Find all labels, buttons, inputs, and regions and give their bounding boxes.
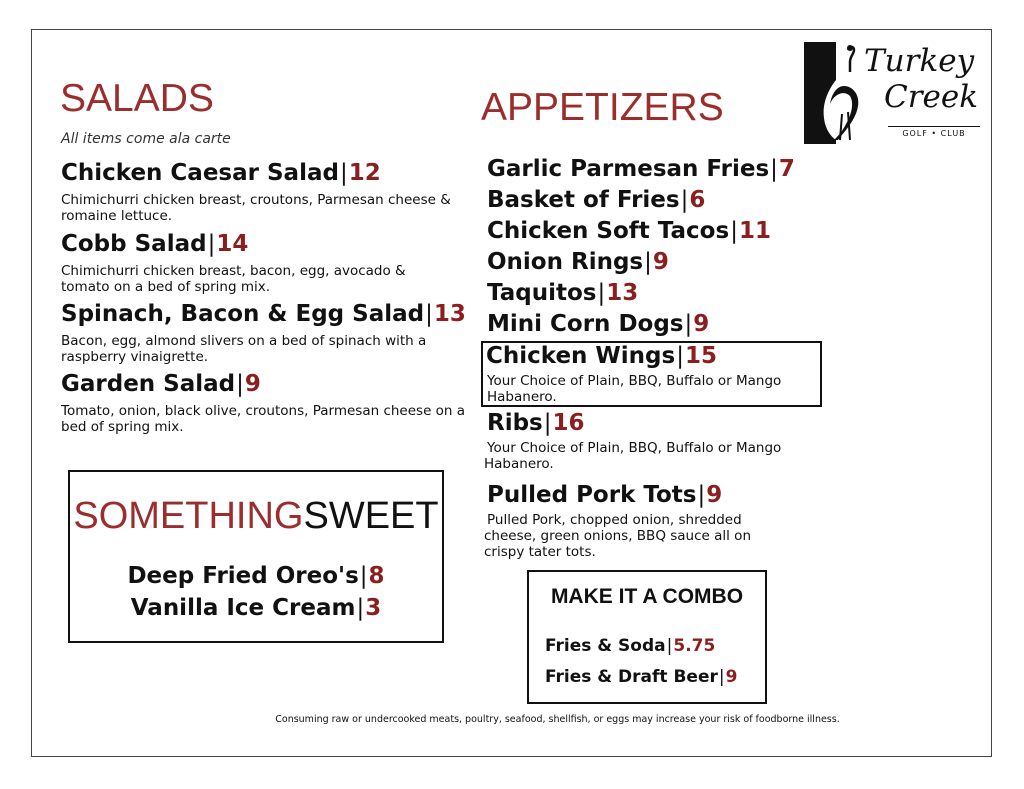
appetizer-name: Chicken Soft Tacos	[487, 218, 730, 244]
sweet-price: 3	[365, 595, 382, 621]
salad-desc-1: Chimichurri chicken breast, croutons, Parmesan cheese & romaine lettuce.	[61, 192, 451, 224]
sweet-price: 8	[368, 563, 385, 589]
sweet-name: Vanilla Ice Cream	[130, 595, 356, 621]
appetizer-title-5	[487, 279, 638, 307]
sweet-item-2	[70, 594, 442, 622]
price-separator: |	[356, 595, 365, 621]
price-separator: |	[339, 160, 348, 186]
salad-name: Chicken Caesar Salad	[61, 160, 339, 186]
turkey-silhouette-icon	[804, 40, 864, 146]
price-separator: |	[684, 311, 693, 337]
appetizer-title-6	[487, 310, 709, 338]
appetizer-desc-7: Your Choice of Plain, BBQ, Buffalo or Mango Habanero.	[487, 373, 782, 405]
logo-line-1: Turkey	[864, 43, 975, 79]
appetizer-name: Pulled Pork Tots	[487, 482, 697, 508]
appetizer-name: Ribs	[487, 410, 543, 436]
price-separator: |	[597, 280, 606, 306]
appetizer-name: Mini Corn Dogs	[487, 311, 684, 337]
appetizer-name: Chicken Wings	[486, 343, 676, 369]
appetizer-desc-8: Your Choice of Plain, BBQ, Buffalo or Mango Habanero.	[484, 440, 782, 472]
appetizer-title-3	[487, 217, 771, 245]
appetizer-price: 6	[689, 187, 706, 213]
logo-line-3: GOLF • CLUB	[888, 126, 980, 138]
appetizer-title-4	[487, 248, 669, 276]
menu-page	[31, 29, 992, 757]
appetizer-title-7	[486, 342, 717, 370]
price-separator: |	[697, 482, 706, 508]
appetizer-price: 13	[606, 280, 639, 306]
salad-title-2	[61, 230, 248, 258]
appetizer-name: Taquitos	[487, 280, 597, 306]
price-separator: |	[207, 231, 216, 257]
appetizer-price: 9	[652, 249, 669, 275]
salad-title-3	[61, 300, 466, 328]
price-separator: |	[543, 410, 552, 436]
salad-title-4	[61, 370, 261, 398]
appetizer-name: Onion Rings	[487, 249, 644, 275]
price-separator: |	[644, 249, 652, 275]
appetizer-title-2	[487, 186, 705, 214]
appetizer-price: 11	[738, 218, 771, 244]
salad-name: Spinach, Bacon & Egg Salad	[61, 301, 425, 327]
turkey-creek-logo	[804, 40, 984, 148]
appetizer-title-8	[487, 409, 585, 437]
salad-desc-4: Tomato, onion, black olive, croutons, Parmesan cheese on a bed of spring mix.	[61, 403, 466, 435]
price-separator: |	[730, 218, 738, 244]
salad-price: 9	[244, 371, 261, 397]
salad-price: 12	[348, 160, 381, 186]
combo-box	[527, 570, 767, 704]
combo-item-2	[545, 666, 737, 688]
price-separator: |	[666, 636, 673, 656]
price-separator: |	[359, 563, 368, 589]
appetizer-price: 7	[778, 156, 795, 182]
appetizer-price: 9	[693, 311, 710, 337]
salad-name: Cobb Salad	[61, 231, 207, 257]
price-separator: |	[676, 343, 684, 369]
logo-line-2: Creek	[884, 79, 979, 115]
appetizer-name: Basket of Fries	[487, 187, 680, 213]
appetizer-title-1	[487, 155, 795, 183]
appetizer-desc-9: Pulled Pork, chopped onion, shredded cheese, green onions, BBQ sauce all on crispy tater tots.	[484, 512, 751, 560]
combo-item-1	[545, 635, 715, 657]
salad-desc-3: Bacon, egg, almond slivers on a bed of spinach with a raspberry vinaigrette.	[61, 333, 427, 365]
sweet-item-1	[70, 562, 442, 590]
salads-note: All items come ala carte	[61, 131, 231, 147]
sweet-name: Deep Fried Oreo's	[127, 563, 359, 589]
combo-name: Fries & Soda	[545, 636, 666, 656]
salad-price: 14	[216, 231, 249, 257]
sweet-heading-part-2: SWEET	[303, 495, 439, 537]
chicken-wings-box	[481, 341, 822, 407]
appetizers-heading: APPETIZERS	[481, 86, 724, 129]
something-sweet-box	[68, 470, 444, 643]
combo-heading: MAKE IT A COMBO	[550, 585, 744, 608]
price-separator: |	[236, 371, 244, 397]
price-separator: |	[718, 667, 725, 687]
salads-heading: SALADS	[60, 77, 214, 120]
combo-price: 5.75	[673, 636, 716, 656]
price-separator: |	[425, 301, 433, 327]
price-separator: |	[680, 187, 689, 213]
appetizer-name: Garlic Parmesan Fries	[487, 156, 770, 182]
combo-price: 9	[725, 667, 738, 687]
salad-price: 13	[433, 301, 466, 327]
appetizer-price: 16	[552, 410, 585, 436]
sweet-heading-part-1: SOMETHING	[73, 495, 304, 537]
food-safety-notice: Consuming raw or undercooked meats, poultry, seafood, shellfish, or eggs may increase your risk of foodborne illness.	[275, 714, 840, 725]
price-separator: |	[770, 156, 778, 182]
appetizer-price: 9	[706, 482, 723, 508]
salad-name: Garden Salad	[61, 371, 236, 397]
sweet-heading	[70, 494, 442, 538]
combo-name: Fries & Draft Beer	[545, 667, 718, 687]
salad-title-1	[61, 159, 381, 187]
appetizer-title-9	[487, 481, 722, 509]
salad-desc-2: Chimichurri chicken breast, bacon, egg, avocado & tomato on a bed of spring mix.	[61, 263, 406, 295]
appetizer-price: 15	[684, 343, 717, 369]
